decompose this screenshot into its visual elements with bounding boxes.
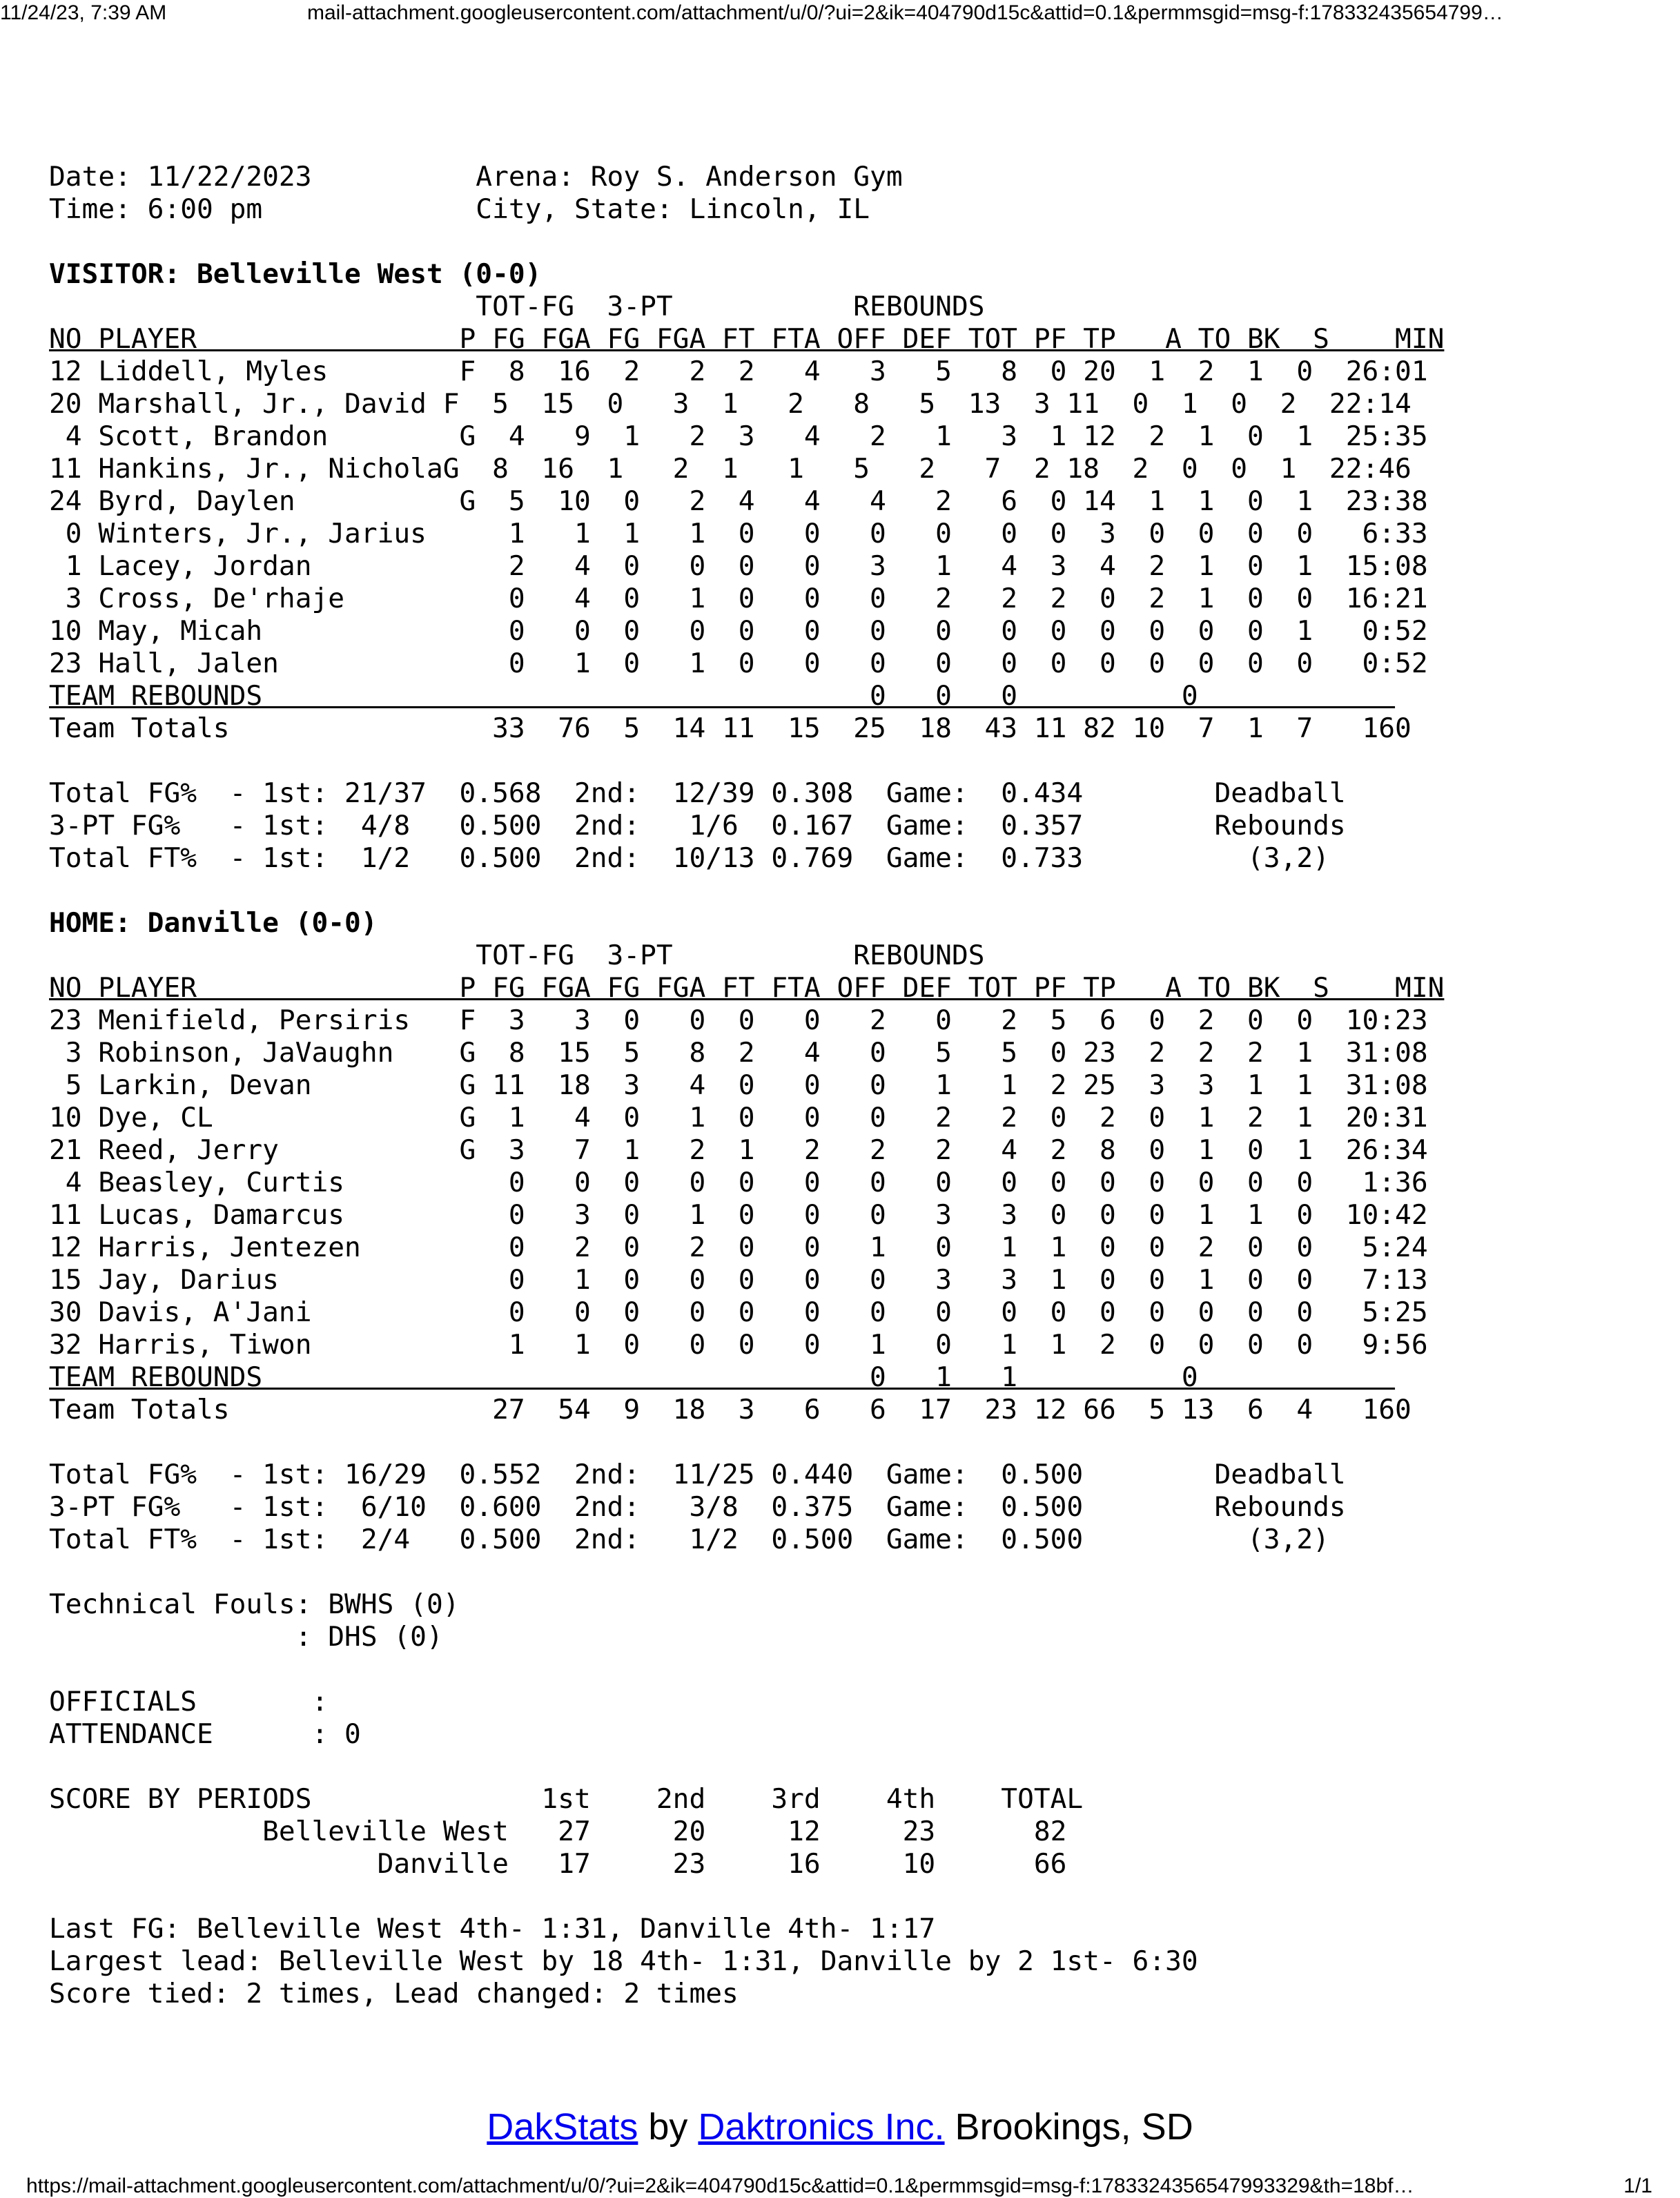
report-line: HOME: Danville (0-0): [49, 907, 378, 939]
report-line: [49, 128, 1444, 161]
report-line: TOT-FG 3-PT REBOUNDS: [49, 940, 985, 971]
report-line: 11 Lucas, Damarcus 0 3 0 1 0 0 0 3 3 0 0 0 1 1 0 10:42: [49, 1199, 1428, 1231]
dakstats-link[interactable]: DakStats: [487, 2106, 638, 2148]
report-line: Total FG% - 1st: 21/37 0.568 2nd: 12/39 0.308 Game: 0.434 Deadball: [49, 777, 1346, 809]
report-line: NO PLAYER P FG FGA FG FGA FT FTA OFF DEF TOT PF TP A TO BK S MIN: [49, 972, 1445, 1004]
report-line: 12 Harris, Jentezen 0 2 0 2 0 0 1 0 1 1 0 0 2 0 0 5:24: [49, 1232, 1428, 1263]
report-line: 3 Robinson, JaVaughn G 8 15 5 8 2 4 0 5 5 0 23 2 2 2 1 31:08: [49, 1037, 1428, 1069]
report-line: [49, 1751, 1444, 1783]
report-line: 1 Lacey, Jordan 2 4 0 0 0 0 3 1 4 3 4 2 1 0 1 15:08: [49, 550, 1428, 582]
report-line: ATTENDANCE : 0: [49, 1718, 361, 1750]
report-line: [49, 226, 1444, 258]
report-line: Team Totals 33 76 5 14 11 15 25 18 43 11 82 10 7 1 7 160: [49, 712, 1412, 744]
report-line: 3-PT FG% - 1st: 6/10 0.600 2nd: 3/8 0.375 Game: 0.500 Rebounds: [49, 1491, 1346, 1523]
report-line: Total FT% - 1st: 1/2 0.500 2nd: 10/13 0.769 Game: 0.733 (3,2): [49, 842, 1329, 874]
report-line: 20 Marshall, Jr., David F 5 15 0 3 1 2 8 5 13 3 11 0 1 0 2 22:14: [49, 388, 1412, 420]
report-line: 10 Dye, CL G 1 4 0 1 0 0 0 2 2 0 2 0 1 2 1 20:31: [49, 1102, 1428, 1134]
report-line: Last FG: Belleville West 4th- 1:31, Danville 4th- 1:17: [49, 1913, 936, 1945]
report-line: 15 Jay, Darius 0 1 0 0 0 0 0 3 3 1 0 0 1 0 0 7:13: [49, 1264, 1428, 1296]
report-line: Date: 11/22/2023 Arena: Roy S. Anderson Gym: [49, 161, 903, 193]
report-line: [49, 1556, 1444, 1588]
report-line: NO PLAYER P FG FGA FG FGA FT FTA OFF DEF TOT PF TP A TO BK S MIN: [49, 323, 1445, 355]
report-line: Largest lead: Belleville West by 18 4th- 1:31, Danville by 2 1st- 6:30: [49, 1945, 1198, 1977]
credit-location-text: Brookings, SD: [944, 2106, 1193, 2148]
report-line: 0 Winters, Jr., Jarius 1 1 1 1 0 0 0 0 0 0 3 0 0 0 0 6:33: [49, 518, 1428, 550]
credit-line: [0, 2105, 1680, 2148]
report-line: Technical Fouls: BWHS (0): [49, 1588, 460, 1620]
report-line: 30 Davis, A'Jani 0 0 0 0 0 0 0 0 0 0 0 0 0 0 0 5:25: [49, 1296, 1428, 1328]
report-line: [49, 1426, 1444, 1459]
report-line: 10 May, Micah 0 0 0 0 0 0 0 0 0 0 0 0 0 0 1 0:52: [49, 615, 1428, 647]
report-line: TOT-FG 3-PT REBOUNDS: [49, 291, 985, 322]
report-line: Danville 17 23 16 10 66: [49, 1848, 1067, 1880]
report-line: Score tied: 2 times, Lead changed: 2 times: [49, 1978, 739, 2010]
report-line: 3-PT FG% - 1st: 4/8 0.500 2nd: 1/6 0.167 Game: 0.357 Rebounds: [49, 810, 1346, 842]
report-line: SCORE BY PERIODS 1st 2nd 3rd 4th TOTAL: [49, 1783, 1084, 1815]
report-line: Total FT% - 1st: 2/4 0.500 2nd: 1/2 0.500 Game: 0.500 (3,2): [49, 1524, 1329, 1555]
report-line: [49, 1653, 1444, 1686]
browser-footer-url: https://mail-attachment.googleusercontent.com/attachment/u/0/?ui=2&ik=404790d15c&attid=0.1&permmsgid=msg-f:1783324356547993329&th=18bf…: [26, 2175, 1414, 2197]
daktronics-link[interactable]: Daktronics Inc.: [698, 2106, 945, 2148]
report-line: 11 Hankins, Jr., NicholaG 8 16 1 2 1 1 5 2 7 2 18 2 0 0 1 22:46: [49, 453, 1412, 485]
page-number: 1/1: [1623, 2175, 1652, 2197]
report-line: 23 Hall, Jalen 0 1 0 1 0 0 0 0 0 0 0 0 0 0 0 0:52: [49, 648, 1428, 679]
credit-by-text: by: [638, 2106, 699, 2148]
report-line: 21 Reed, Jerry G 3 7 1 2 1 2 2 2 4 2 8 0 1 0 1 26:34: [49, 1134, 1428, 1166]
report-line: Belleville West 27 20 12 23 82: [49, 1816, 1067, 1847]
report-line: 24 Byrd, Daylen G 5 10 0 2 4 4 4 2 6 0 14 1 1 0 1 23:38: [49, 485, 1428, 517]
report-line: 23 Menifield, Persiris F 3 3 0 0 0 0 2 0 2 5 6 0 2 0 0 10:23: [49, 1004, 1428, 1036]
report-line: Total FG% - 1st: 16/29 0.552 2nd: 11/25 0.440 Game: 0.500 Deadball: [49, 1459, 1346, 1490]
report-line: [49, 1880, 1444, 1913]
report-line: 3 Cross, De'rhaje 0 4 0 1 0 0 0 2 2 2 0 2 1 0 0 16:21: [49, 583, 1428, 614]
report-line: 4 Scott, Brandon G 4 9 1 2 3 4 2 1 3 1 12 2 1 0 1 25:35: [49, 420, 1428, 452]
browser-print-url: mail-attachment.googleusercontent.com/attachment/u/0/?ui=2&ik=404790d15c&attid=0.1&permmsgid=msg-f:178332435654799…: [307, 1, 1503, 24]
report-line: OFFICIALS :: [49, 1686, 329, 1718]
report-line: Time: 6:00 pm City, State: Lincoln, IL: [49, 193, 870, 225]
report-line: [49, 875, 1444, 907]
report-line: 12 Liddell, Myles F 8 16 2 2 2 4 3 5 8 0 20 1 2 1 0 26:01: [49, 356, 1428, 387]
report-line: [49, 745, 1444, 777]
report-line: 5 Larkin, Devan G 11 18 3 4 0 0 0 1 1 2 25 3 3 1 1 31:08: [49, 1069, 1428, 1101]
box-score-report: [49, 128, 1444, 2010]
report-line: 32 Harris, Tiwon 1 1 0 0 0 0 1 0 1 1 2 0 0 0 0 9:56: [49, 1329, 1428, 1361]
report-line: TEAM REBOUNDS 0 1 1 0: [49, 1361, 1396, 1393]
report-line: : DHS (0): [49, 1621, 443, 1653]
report-line: 4 Beasley, Curtis 0 0 0 0 0 0 0 0 0 0 0 0 0 0 0 1:36: [49, 1167, 1428, 1198]
report-line: TEAM REBOUNDS 0 0 0 0: [49, 680, 1396, 712]
report-line: VISITOR: Belleville West (0-0): [49, 258, 542, 290]
browser-print-date: 11/24/23, 7:39 AM: [0, 1, 167, 24]
report-line: Team Totals 27 54 9 18 3 6 6 17 23 12 66 5 13 6 4 160: [49, 1394, 1412, 1426]
